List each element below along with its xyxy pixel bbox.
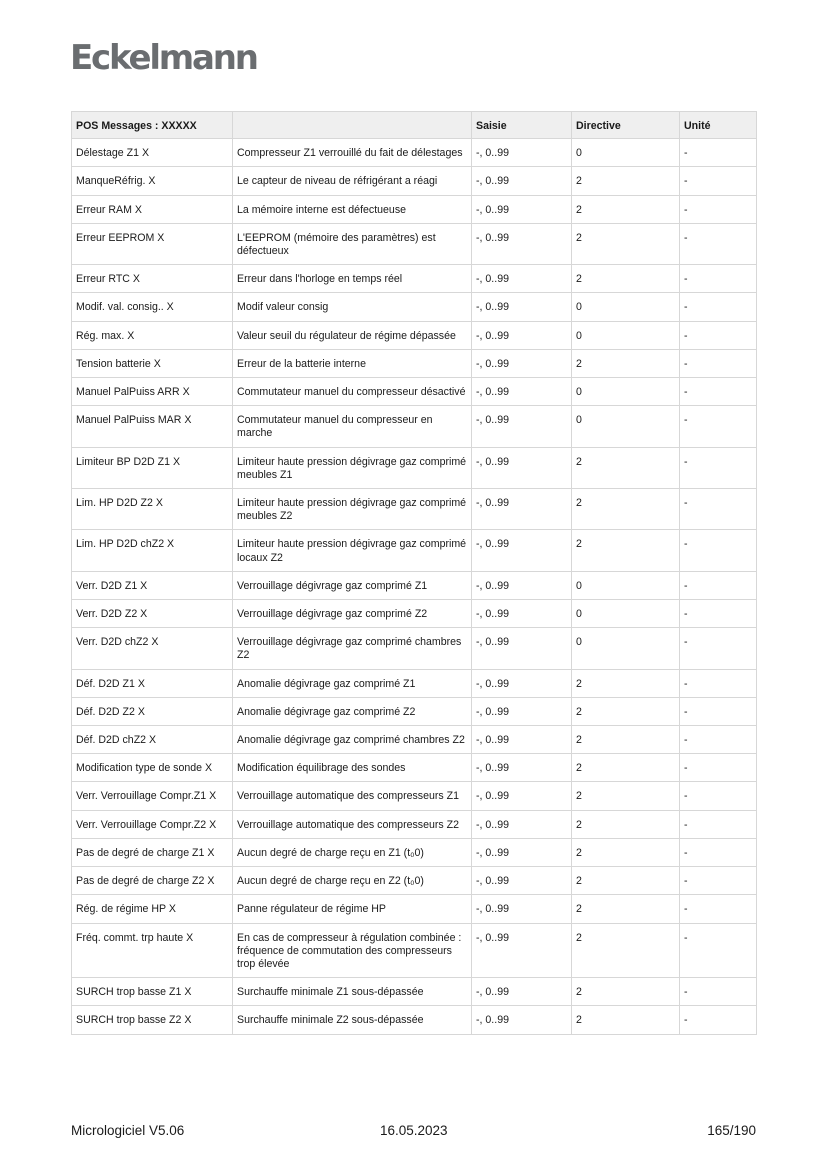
directive-cell: 2 xyxy=(572,978,680,1006)
message-name-cell: Verr. D2D chZ2 X xyxy=(72,628,233,669)
directive-cell: 0 xyxy=(572,600,680,628)
message-name-cell: Modification type de sonde X xyxy=(72,754,233,782)
unite-cell: - xyxy=(680,167,757,195)
directive-cell: 0 xyxy=(572,321,680,349)
description-cell: Erreur dans l'horloge en temps réel xyxy=(233,265,472,293)
table-row xyxy=(72,321,757,349)
directive-cell: 2 xyxy=(572,447,680,488)
directive-cell: 0 xyxy=(572,139,680,167)
description-cell: Verrouillage automatique des compresseurs Z1 xyxy=(233,782,472,810)
table-row xyxy=(72,810,757,838)
description-cell: Surchauffe minimale Z2 sous-dépassée xyxy=(233,1006,472,1034)
saisie-cell: -, 0..99 xyxy=(472,321,572,349)
saisie-cell: -, 0..99 xyxy=(472,978,572,1006)
message-name-cell: Délestage Z1 X xyxy=(72,139,233,167)
saisie-cell: -, 0..99 xyxy=(472,923,572,978)
message-name-cell: Pas de degré de charge Z1 X xyxy=(72,838,233,866)
table-row xyxy=(72,669,757,697)
saisie-cell: -, 0..99 xyxy=(472,406,572,447)
message-name-cell: Verr. Verrouillage Compr.Z2 X xyxy=(72,810,233,838)
description-cell: Surchauffe minimale Z1 sous-dépassée xyxy=(233,978,472,1006)
saisie-cell: -, 0..99 xyxy=(472,1006,572,1034)
unite-cell: - xyxy=(680,195,757,223)
table-row xyxy=(72,978,757,1006)
description-cell: Anomalie dégivrage gaz comprimé chambres Z2 xyxy=(233,726,472,754)
saisie-cell: -, 0..99 xyxy=(472,600,572,628)
unite-cell: - xyxy=(680,447,757,488)
directive-cell: 2 xyxy=(572,754,680,782)
footer-date: 16.05.2023 xyxy=(380,1123,448,1138)
unite-cell: - xyxy=(680,978,757,1006)
directive-cell: 2 xyxy=(572,895,680,923)
description-cell: Anomalie dégivrage gaz comprimé Z2 xyxy=(233,697,472,725)
message-name-cell: SURCH trop basse Z1 X xyxy=(72,978,233,1006)
header-pos-messages: POS Messages : XXXXX xyxy=(72,112,233,139)
directive-cell: 2 xyxy=(572,697,680,725)
message-name-cell: Lim. HP D2D chZ2 X xyxy=(72,530,233,571)
message-name-cell: Fréq. commt. trp haute X xyxy=(72,923,233,978)
description-cell: Commutateur manuel du compresseur en marche xyxy=(233,406,472,447)
unite-cell: - xyxy=(680,923,757,978)
directive-cell: 2 xyxy=(572,782,680,810)
directive-cell: 2 xyxy=(572,265,680,293)
table-row xyxy=(72,838,757,866)
message-name-cell: Lim. HP D2D Z2 X xyxy=(72,489,233,530)
message-name-cell: Rég. max. X xyxy=(72,321,233,349)
header-saisie: Saisie xyxy=(472,112,572,139)
saisie-cell: -, 0..99 xyxy=(472,530,572,571)
unite-cell: - xyxy=(680,895,757,923)
table-row xyxy=(72,571,757,599)
table-header-row xyxy=(72,112,757,139)
description-cell: Verrouillage dégivrage gaz comprimé Z2 xyxy=(233,600,472,628)
saisie-cell: -, 0..99 xyxy=(472,139,572,167)
header-description xyxy=(233,112,472,139)
table-row xyxy=(72,600,757,628)
table-row xyxy=(72,378,757,406)
table-row xyxy=(72,697,757,725)
saisie-cell: -, 0..99 xyxy=(472,571,572,599)
unite-cell: - xyxy=(680,406,757,447)
unite-cell: - xyxy=(680,754,757,782)
directive-cell: 0 xyxy=(572,406,680,447)
message-name-cell: Verr. D2D Z1 X xyxy=(72,571,233,599)
message-name-cell: Erreur RAM X xyxy=(72,195,233,223)
table-row xyxy=(72,223,757,264)
saisie-cell: -, 0..99 xyxy=(472,697,572,725)
table-row xyxy=(72,447,757,488)
description-cell: Limiteur haute pression dégivrage gaz comprimé locaux Z2 xyxy=(233,530,472,571)
directive-cell: 2 xyxy=(572,195,680,223)
eckelmann-logo: Eckelmann xyxy=(70,38,257,78)
description-cell: Modif valeur consig xyxy=(233,293,472,321)
directive-cell: 2 xyxy=(572,167,680,195)
table-row xyxy=(72,139,757,167)
unite-cell: - xyxy=(680,349,757,377)
table-row xyxy=(72,195,757,223)
directive-cell: 2 xyxy=(572,1006,680,1034)
message-name-cell: Erreur RTC X xyxy=(72,265,233,293)
message-name-cell: Limiteur BP D2D Z1 X xyxy=(72,447,233,488)
directive-cell: 2 xyxy=(572,867,680,895)
message-name-cell: ManqueRéfrig. X xyxy=(72,167,233,195)
message-name-cell: Manuel PalPuiss ARR X xyxy=(72,378,233,406)
saisie-cell: -, 0..99 xyxy=(472,195,572,223)
directive-cell: 2 xyxy=(572,223,680,264)
description-cell: Modification équilibrage des sondes xyxy=(233,754,472,782)
saisie-cell: -, 0..99 xyxy=(472,349,572,377)
directive-cell: 0 xyxy=(572,628,680,669)
pos-messages-table xyxy=(71,111,757,1035)
table-row xyxy=(72,293,757,321)
saisie-cell: -, 0..99 xyxy=(472,867,572,895)
description-cell: Aucun degré de charge reçu en Z2 (t₀0) xyxy=(233,867,472,895)
saisie-cell: -, 0..99 xyxy=(472,754,572,782)
unite-cell: - xyxy=(680,1006,757,1034)
description-cell: Le capteur de niveau de réfrigérant a réagi xyxy=(233,167,472,195)
table-row xyxy=(72,167,757,195)
message-name-cell: Déf. D2D chZ2 X xyxy=(72,726,233,754)
unite-cell: - xyxy=(680,628,757,669)
message-name-cell: Modif. val. consig.. X xyxy=(72,293,233,321)
description-cell: Limiteur haute pression dégivrage gaz comprimé meubles Z2 xyxy=(233,489,472,530)
description-cell: Compresseur Z1 verrouillé du fait de délestages xyxy=(233,139,472,167)
description-cell: En cas de compresseur à régulation combinée : fréquence de commutation des compresseurs trop élevée xyxy=(233,923,472,978)
unite-cell: - xyxy=(680,867,757,895)
message-name-cell: Déf. D2D Z1 X xyxy=(72,669,233,697)
saisie-cell: -, 0..99 xyxy=(472,838,572,866)
directive-cell: 2 xyxy=(572,838,680,866)
directive-cell: 2 xyxy=(572,726,680,754)
description-cell: Anomalie dégivrage gaz comprimé Z1 xyxy=(233,669,472,697)
directive-cell: 0 xyxy=(572,378,680,406)
saisie-cell: -, 0..99 xyxy=(472,378,572,406)
unite-cell: - xyxy=(680,321,757,349)
table-row xyxy=(72,406,757,447)
saisie-cell: -, 0..99 xyxy=(472,167,572,195)
table-row xyxy=(72,265,757,293)
header-directive: Directive xyxy=(572,112,680,139)
unite-cell: - xyxy=(680,265,757,293)
table-row xyxy=(72,530,757,571)
unite-cell: - xyxy=(680,139,757,167)
unite-cell: - xyxy=(680,378,757,406)
directive-cell: 0 xyxy=(572,293,680,321)
message-name-cell: Verr. D2D Z2 X xyxy=(72,600,233,628)
unite-cell: - xyxy=(680,810,757,838)
description-cell: Valeur seuil du régulateur de régime dépassée xyxy=(233,321,472,349)
unite-cell: - xyxy=(680,293,757,321)
unite-cell: - xyxy=(680,838,757,866)
saisie-cell: -, 0..99 xyxy=(472,895,572,923)
directive-cell: 0 xyxy=(572,571,680,599)
saisie-cell: -, 0..99 xyxy=(472,293,572,321)
unite-cell: - xyxy=(680,223,757,264)
description-cell: Verrouillage automatique des compresseurs Z2 xyxy=(233,810,472,838)
table-row xyxy=(72,923,757,978)
unite-cell: - xyxy=(680,669,757,697)
table-row xyxy=(72,895,757,923)
saisie-cell: -, 0..99 xyxy=(472,628,572,669)
message-name-cell: Verr. Verrouillage Compr.Z1 X xyxy=(72,782,233,810)
saisie-cell: -, 0..99 xyxy=(472,782,572,810)
unite-cell: - xyxy=(680,530,757,571)
table-row xyxy=(72,628,757,669)
directive-cell: 2 xyxy=(572,489,680,530)
saisie-cell: -, 0..99 xyxy=(472,489,572,530)
message-name-cell: Manuel PalPuiss MAR X xyxy=(72,406,233,447)
message-name-cell: Erreur EEPROM X xyxy=(72,223,233,264)
description-cell: Verrouillage dégivrage gaz comprimé Z1 xyxy=(233,571,472,599)
description-cell: Verrouillage dégivrage gaz comprimé chambres Z2 xyxy=(233,628,472,669)
directive-cell: 2 xyxy=(572,923,680,978)
table-row xyxy=(72,489,757,530)
directive-cell: 2 xyxy=(572,530,680,571)
footer-firmware-version: Micrologiciel V5.06 xyxy=(71,1123,185,1138)
unite-cell: - xyxy=(680,571,757,599)
message-name-cell: Rég. de régime HP X xyxy=(72,895,233,923)
table-row xyxy=(72,782,757,810)
unite-cell: - xyxy=(680,697,757,725)
description-cell: La mémoire interne est défectueuse xyxy=(233,195,472,223)
message-name-cell: SURCH trop basse Z2 X xyxy=(72,1006,233,1034)
table-row xyxy=(72,754,757,782)
description-cell: Commutateur manuel du compresseur désactivé xyxy=(233,378,472,406)
directive-cell: 2 xyxy=(572,669,680,697)
table-row xyxy=(72,349,757,377)
unite-cell: - xyxy=(680,726,757,754)
message-name-cell: Tension batterie X xyxy=(72,349,233,377)
unite-cell: - xyxy=(680,489,757,530)
table-body xyxy=(72,139,757,1034)
table-row xyxy=(72,726,757,754)
saisie-cell: -, 0..99 xyxy=(472,447,572,488)
message-name-cell: Déf. D2D Z2 X xyxy=(72,697,233,725)
saisie-cell: -, 0..99 xyxy=(472,669,572,697)
saisie-cell: -, 0..99 xyxy=(472,810,572,838)
message-name-cell: Pas de degré de charge Z2 X xyxy=(72,867,233,895)
unite-cell: - xyxy=(680,600,757,628)
table-row xyxy=(72,1006,757,1034)
directive-cell: 2 xyxy=(572,810,680,838)
unite-cell: - xyxy=(680,782,757,810)
footer-page-number: 165/190 xyxy=(707,1123,756,1138)
description-cell: Aucun degré de charge reçu en Z1 (t₀0) xyxy=(233,838,472,866)
description-cell: Panne régulateur de régime HP xyxy=(233,895,472,923)
description-cell: Limiteur haute pression dégivrage gaz comprimé meubles Z1 xyxy=(233,447,472,488)
directive-cell: 2 xyxy=(572,349,680,377)
description-cell: L'EEPROM (mémoire des paramètres) est défectueux xyxy=(233,223,472,264)
saisie-cell: -, 0..99 xyxy=(472,265,572,293)
description-cell: Erreur de la batterie interne xyxy=(233,349,472,377)
table-row xyxy=(72,867,757,895)
saisie-cell: -, 0..99 xyxy=(472,223,572,264)
saisie-cell: -, 0..99 xyxy=(472,726,572,754)
header-unite: Unité xyxy=(680,112,757,139)
